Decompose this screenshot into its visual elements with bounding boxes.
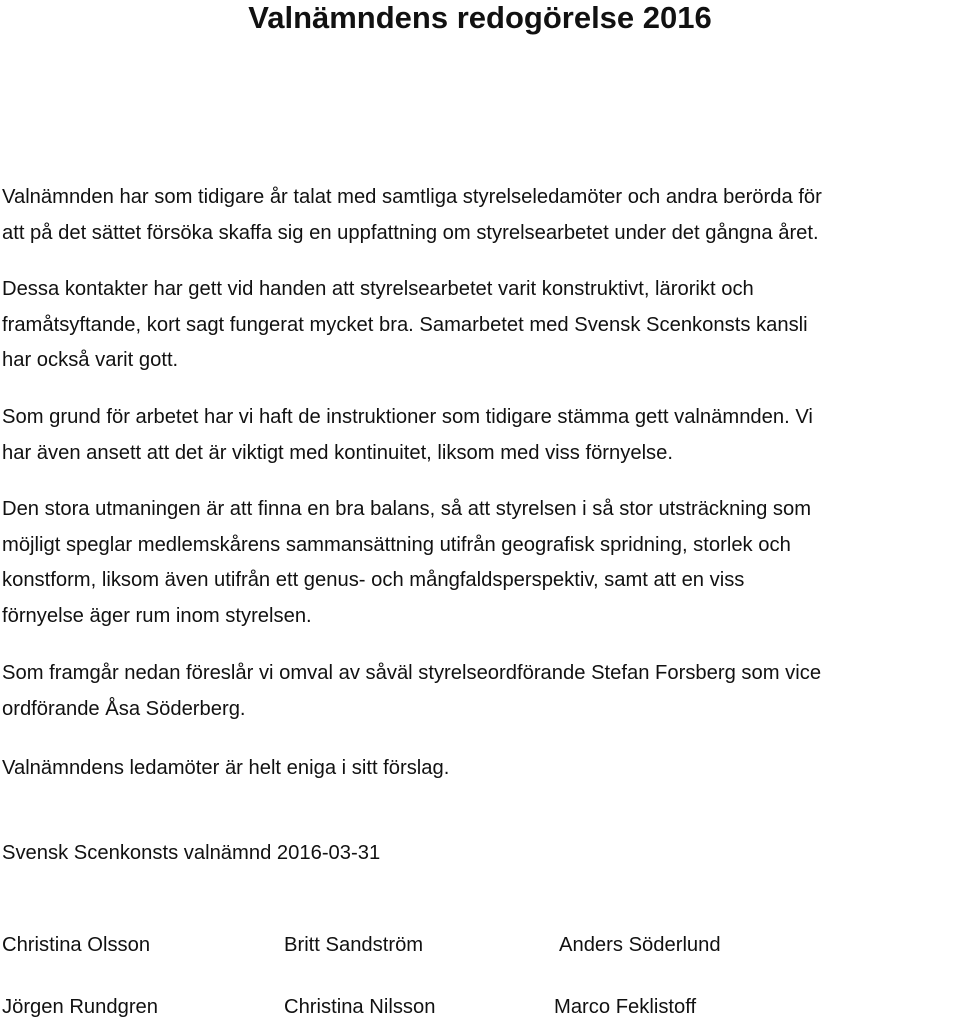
signatory-name: Christina Olsson: [2, 934, 151, 956]
paragraph-line: framåtsyftande, kort sagt fungerat mycket bra. Samarbetet med Svensk Scenkonsts kansli: [2, 313, 808, 336]
paragraph-challenge: [2, 492, 957, 634]
paragraph-line: förnyelse äger rum inom styrelsen.: [2, 604, 312, 627]
document-title: Valnämndens redogörelse 2016: [248, 0, 712, 35]
paragraph-contacts: [2, 272, 957, 379]
paragraph-line: konstform, liksom även utifrån ett genus- och mångfaldsperspektiv, samt att en viss: [2, 569, 745, 591]
paragraph-line: Som framgår nedan föreslår vi omval av såväl styrelseordförande Stefan Forsberg som vice: [2, 662, 822, 684]
paragraph-line: möjligt speglar medlemskårens sammansättning utifrån geografisk spridning, storlek och: [2, 533, 791, 556]
paragraph-intro: [2, 180, 957, 251]
paragraph-line: att på det sättet försöka skaffa sig en uppfattning om styrelsearbetet under det gångna året.: [2, 221, 819, 244]
signatory-name: Christina Nilsson: [284, 996, 436, 1018]
paragraph-line: Valnämnden har som tidigare år talat med samtliga styrelseledamöter och andra berörda för: [2, 186, 822, 208]
paragraph-line: Den stora utmaningen är att finna en bra balans, så att styrelsen i så stor utsträckning som: [2, 498, 812, 520]
paragraph-line: Dessa kontakter har gett vid handen att styrelsearbetet varit konstruktivt, lärorikt och: [2, 278, 754, 300]
paragraph-line: har även ansett att det är viktigt med kontinuitet, liksom med viss förnyelse.: [2, 441, 673, 464]
closing-statement: Valnämndens ledamöter är helt eniga i sitt förslag.: [2, 757, 450, 779]
signatory-name: Jörgen Rundgren: [2, 996, 158, 1018]
signatory-name: Britt Sandström: [284, 934, 424, 956]
paragraph-instructions: [2, 400, 957, 471]
paragraph-proposal: [2, 656, 957, 727]
paragraph-line: har också varit gott.: [2, 349, 179, 371]
signatory-name: Anders Söderlund: [559, 934, 721, 956]
paragraph-line: Som grund för arbetet har vi haft de instruktioner som tidigare stämma gett valnämnden. Vi: [2, 406, 813, 428]
paragraph-line: ordförande Åsa Söderberg.: [2, 697, 246, 720]
signatory-name: Marco Feklistoff: [554, 996, 697, 1018]
place-date: Svensk Scenkonsts valnämnd 2016-03-31: [2, 842, 381, 864]
